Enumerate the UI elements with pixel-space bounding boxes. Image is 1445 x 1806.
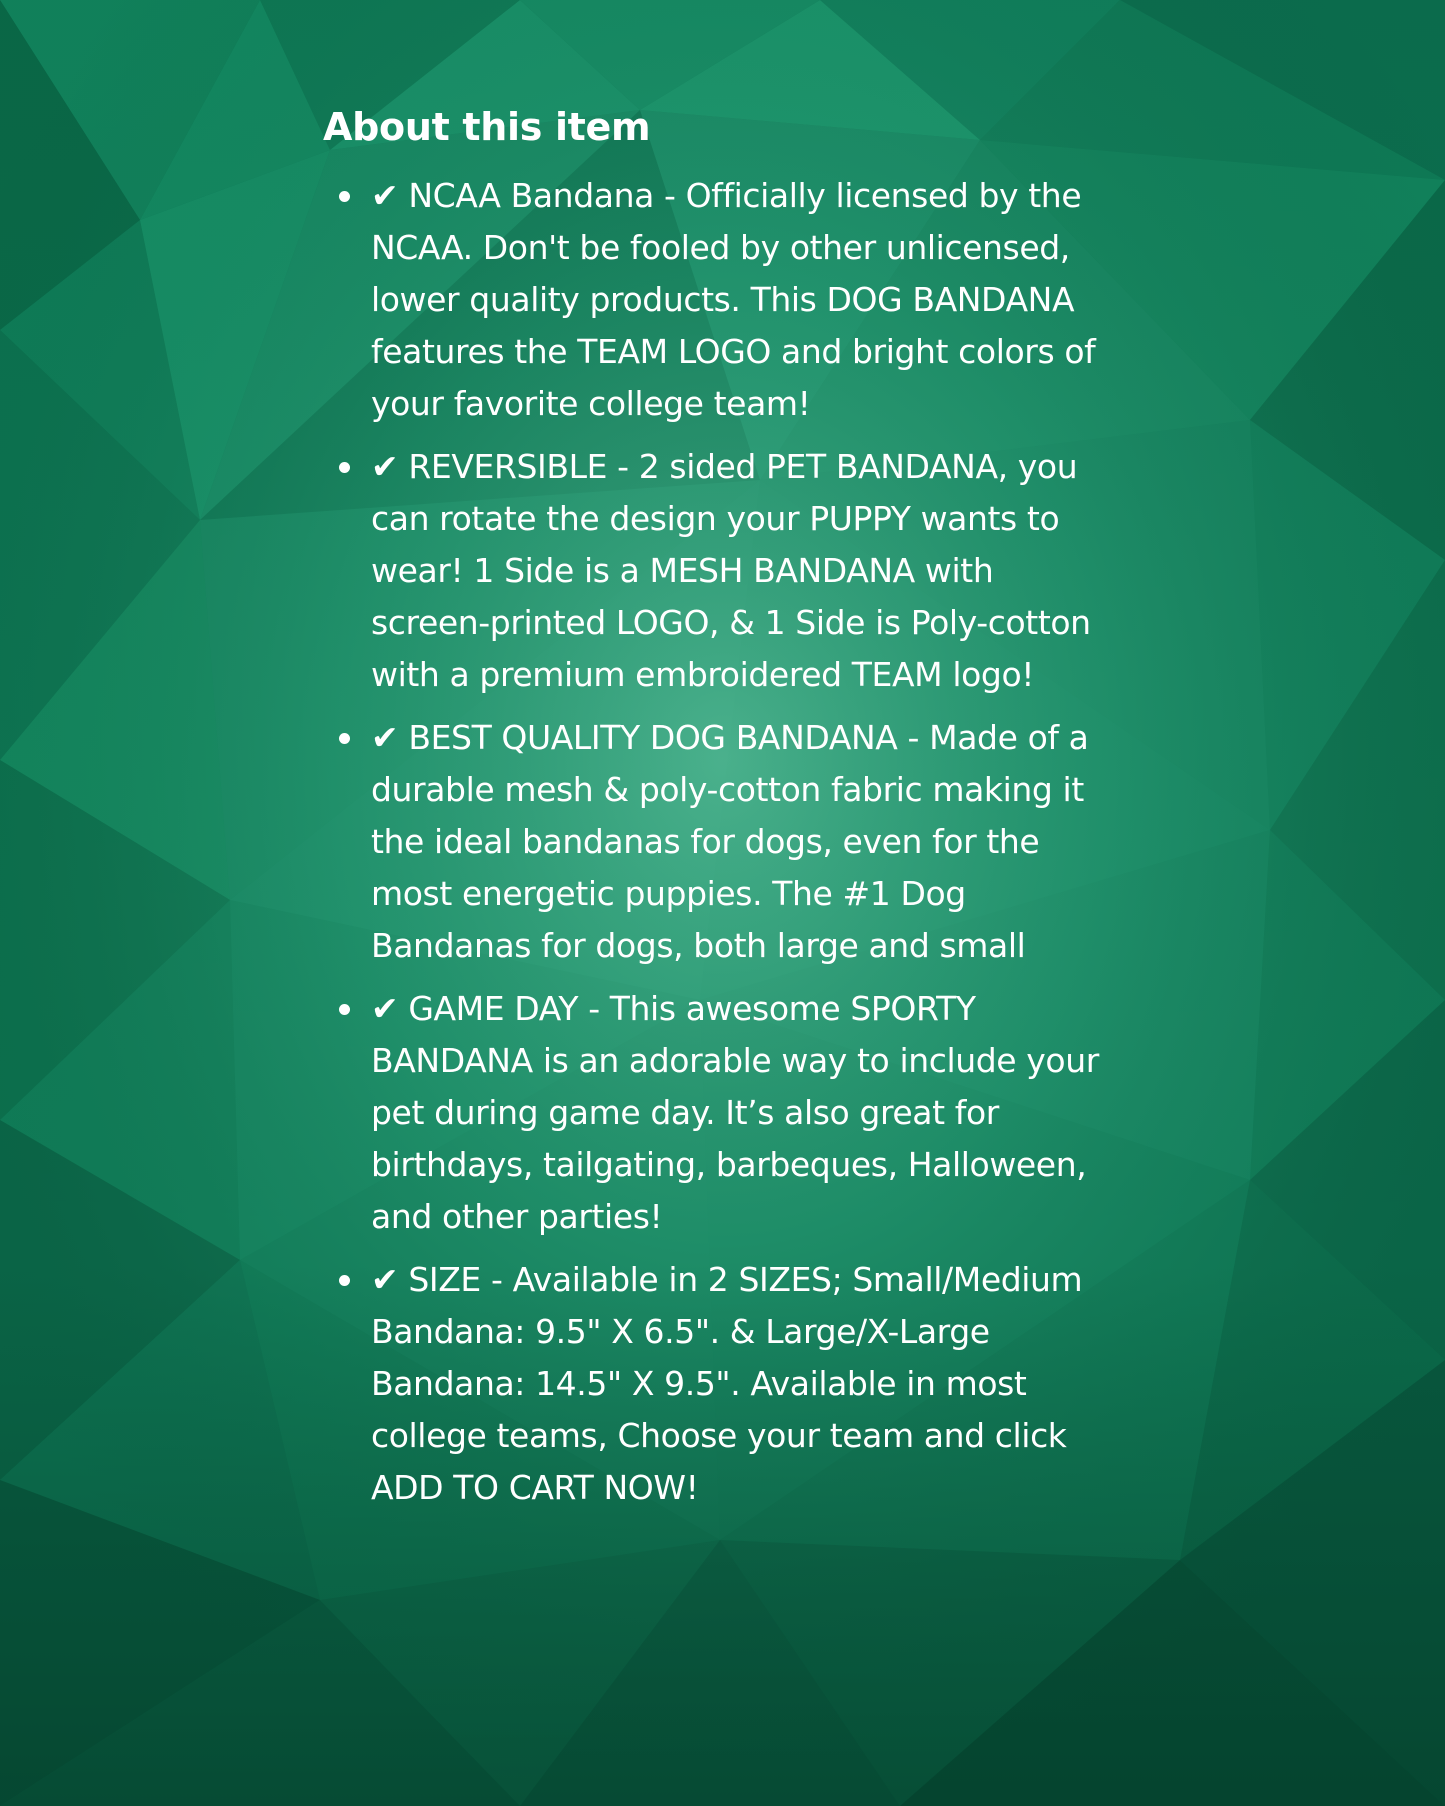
feature-bullet-size (323, 1254, 1113, 1514)
feature-bullet-text: ✔ NCAA Bandana - Officially licensed by the NCAA. Don't be fooled by other unlicensed, lower quality products. This DOG BANDANA features the TEAM LOGO and bright colors of your favorite college team! (371, 176, 1096, 423)
bullet-dot-icon (339, 462, 350, 473)
feature-bullet-licensed (323, 170, 1113, 430)
feature-bullet-text: ✔ REVERSIBLE - 2 sided PET BANDANA, you can rotate the design your PUPPY wants to wear! 1 Side is a MESH BANDANA with screen-printed LOGO, & 1 Side is Poly-cotton with a premium embroidered TEAM logo! (371, 447, 1091, 694)
feature-bullet-text: ✔ BEST QUALITY DOG BANDANA - Made of a durable mesh & poly-cotton fabric making it the ideal bandanas for dogs, even for the most energetic puppies. The #1 Dog Bandanas for dogs, both large and small (371, 718, 1089, 965)
bullet-dot-icon (339, 733, 350, 744)
bullet-dot-icon (339, 1275, 350, 1286)
bullet-dot-icon (339, 191, 350, 202)
feature-bullet-list (323, 170, 1113, 1514)
feature-bullet-text: ✔ GAME DAY - This awesome SPORTY BANDANA is an adorable way to include your pet during game day. It’s also great for birthdays, tailgating, barbeques, Halloween, and other parties! (371, 989, 1099, 1236)
about-heading: About this item (323, 105, 651, 149)
feature-bullet-game-day (323, 983, 1113, 1243)
feature-bullet-quality (323, 712, 1113, 972)
feature-bullet-text: ✔ SIZE - Available in 2 SIZES; Small/Medium Bandana: 9.5" X 6.5". & Large/X-Large Bandana: 14.5" X 9.5". Available in most college teams, Choose your team and click ADD TO CART NOW! (371, 1260, 1083, 1507)
feature-bullet-reversible (323, 441, 1113, 701)
about-this-item-section (323, 98, 1113, 1525)
bullet-dot-icon (339, 1004, 350, 1015)
